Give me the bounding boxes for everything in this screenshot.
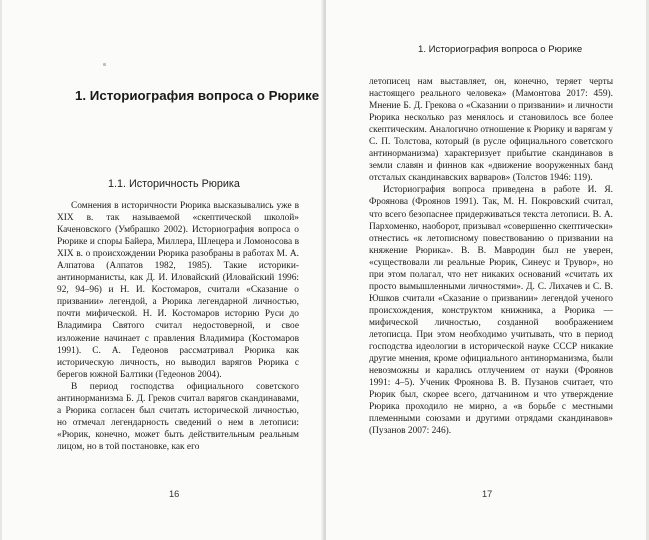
paragraph: Историография вопроса приведена в работе И. Я. Фроянова (Фроянов 1991). Так, М. Н. Покровский считал, что всего безопаснее придерживаться текста летописи. В. А. Пархоменко, наоборот, призывал «совершенно скептически» отнестись «к летописному повествованию о призвании на княжение Рюрика». В. В. Мавродин был не уверен, «существовали ли реальные Рюрик, Синеус и Трувор», но при этом полагал, что нет никаких оснований «считать их просто вымышленными личностями». Д. С. Лихачев и С. В. Юшков считали «Сказание о призвании» легендой ученого происхождения, конструктом книжника, а Рюрика — мифической личностью, созданной воображением летописца. При этом необходимо учитывать, что в период господства идеологии в исторической науке СССР никакие другие мнения, кроме официального антинорманизма, были невозможны и карались отлучением от науки (Фроянов 1991: 4–5). Ученик Фроянова В. В. Пузанов считает, что Рюрик был, скорее всего, датчанином и что утверждение Рюрика проходило не мирно, а «в борьбе с местными племенными союзами и другими отрядами скандинавов» (Пузанов 2007: 246). bbox=[369, 185, 613, 437]
page-number: 16 bbox=[169, 489, 180, 499]
paragraph: летописец нам выставляет, он, конечно, теряет черты настоящего реального человека» (Мамонтова 2017: 459). Мнение Б. Д. Грекова о «Сказании о призвании» и личности Рюрика несколько раз менялось и становилось все более скептическим. Аналогично отношение к Рюрику и варягам у С. П. Толстова, который (в русле официального советского антинорманизма) характеризует прибытие скандинавов в земли славян и финнов как «движение вооруженных банд отсталых скандинавских варваров» (Толстов 1946: 119). bbox=[369, 77, 613, 184]
page-edge bbox=[0, 0, 2, 540]
running-head: 1. Историография вопроса о Рюрике bbox=[418, 44, 583, 55]
section-title: 1.1. Историчность Рюрика bbox=[108, 178, 240, 190]
left-page bbox=[0, 0, 323, 540]
print-speck bbox=[103, 63, 106, 66]
chapter-title: 1. Историография вопроса о Рюрике bbox=[75, 88, 320, 103]
left-body-text bbox=[57, 200, 299, 453]
paragraph: В период господства официального советского антинорманизма Б. Д. Греков считал варягов скандинавами, а Рюрика согласен был считать исторической личностью, но отмечал легендарность сведений о нем в летописи: «Рюрик, конечно, может быть действительным реальным лицом, но в той постановке, как его bbox=[57, 381, 299, 452]
paragraph: Сомнения в историчности Рюрика высказывались уже в XIX в. так называемой «скептической школой» Каченовского (Умбрашко 2002). Историография вопроса о Рюрике и споры Байера, Миллера, Шлецера и Ломоносова в XIX в. о происхождении Рюрика разобраны в работах М. А. Алпатова (Алпатов 1982, 1985). Такие историки-антинорманисты, как Д. И. Иловайский (Иловайский 1996: 92, 94–96) и Н. И. Костомаров, считали «Сказание о призвании» легендой, а Рюрика легендарной личностью, почти мифической. Н. И. Костомаров историю Руси до Владимира Святого считал недостоверной, и свое изложение начинает с правления Владимира (Костомаров 1991). С. А. Гедеонов рассматривал Рюрика как историческую личность, но выводил варягов Рюрика с берегов южной Балтики (Гедеонов 2004). bbox=[57, 201, 299, 380]
page-number: 17 bbox=[482, 489, 493, 499]
right-page bbox=[326, 0, 649, 540]
right-body-text bbox=[369, 76, 613, 437]
